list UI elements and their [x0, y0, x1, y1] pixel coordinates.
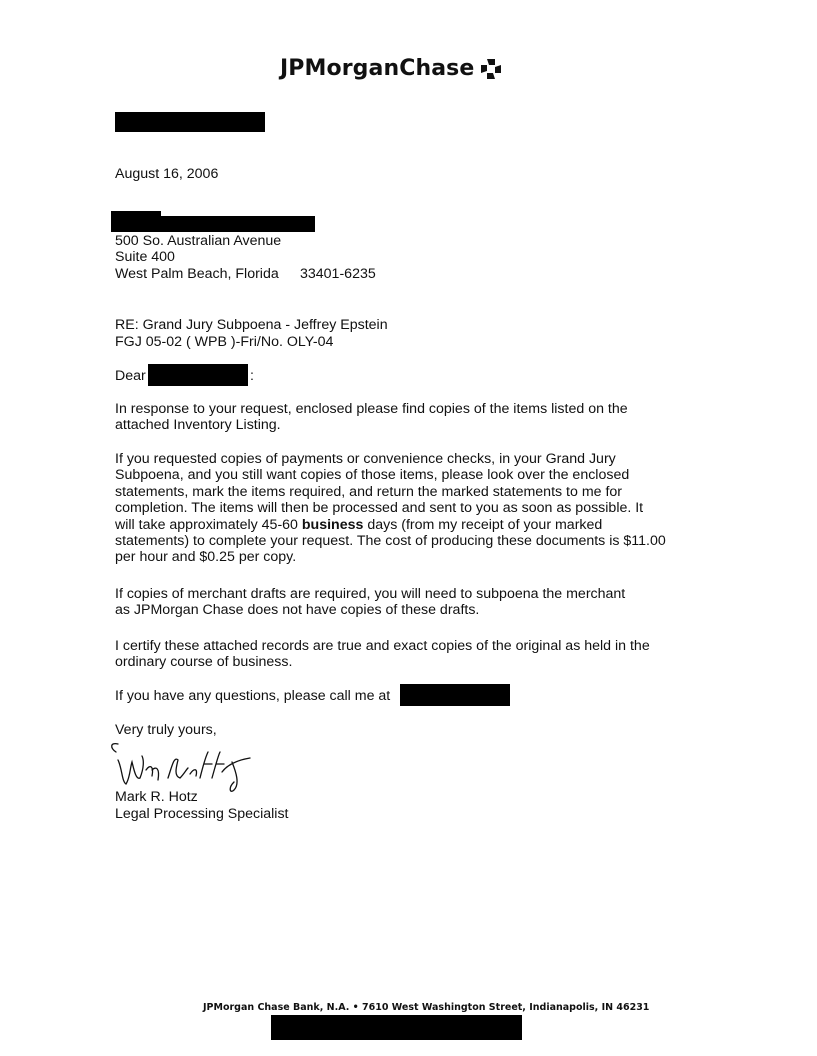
redaction-bar	[400, 684, 510, 706]
body-paragraph	[115, 451, 705, 566]
paragraph-text: days (from my receipt of your marked statements) to complete your request. The cost of producing these documents is $11.00 per hour and $0.25 per copy.	[115, 516, 666, 566]
body-paragraph: In response to your request, enclosed please find copies of the items listed on the attached Inventory Listing.	[115, 401, 628, 434]
address-line: 500 So. Australian Avenue	[115, 233, 282, 249]
redaction-bar	[115, 112, 265, 132]
salutation-suffix: :	[250, 368, 254, 384]
redaction-bar	[148, 364, 248, 386]
address-zip: 33401-6235	[300, 266, 376, 282]
redaction-bar	[111, 216, 315, 232]
signer-name: Mark R. Hotz	[115, 789, 198, 805]
re-subject: RE: Grand Jury Subpoena - Jeffrey Epstein	[115, 317, 388, 333]
body-paragraph: I certify these attached records are true and exact copies of the original as held in the ordinary course of business.	[115, 638, 650, 671]
re-case-number: FGJ 05-02 ( WPB )-Fri/No. OLY-04	[115, 334, 334, 350]
closing: Very truly yours,	[115, 722, 217, 738]
letterhead	[280, 56, 502, 81]
footer-separator: •	[352, 1002, 359, 1013]
footer-bank: JPMorgan Chase Bank, N.A.	[203, 1002, 350, 1013]
emphasis-text: business	[301, 516, 364, 533]
contact-line: If you have any questions, please call me at	[115, 688, 391, 704]
address-line: Suite 400	[115, 249, 175, 265]
salutation-prefix: Dear	[115, 368, 146, 384]
chase-octagon-icon	[480, 58, 502, 80]
letter-date: August 16, 2006	[115, 166, 219, 182]
company-name: JPMorganChase	[280, 56, 475, 81]
footer-street: 7610 West Washington Street, Indianapolis, IN 46231	[362, 1002, 650, 1013]
paragraph-text: If you requested copies of payments or convenience checks, in your Grand Jury Subpoena, and you still want copies of those items, please look over the enclosed statements, mark the items required, and return the marked statements to me for completion. The items will then be processed and sent to you as soon as possible. It will take approximately 45-60	[115, 451, 644, 533]
footer-address	[203, 1002, 649, 1013]
body-paragraph: If copies of merchant drafts are required, you will need to subpoena the merchant as JPMorgan Chase does not have copies of these drafts.	[115, 586, 626, 619]
signer-title: Legal Processing Specialist	[115, 806, 289, 822]
address-city: West Palm Beach, Florida	[115, 266, 279, 282]
redaction-bar	[271, 1015, 522, 1040]
